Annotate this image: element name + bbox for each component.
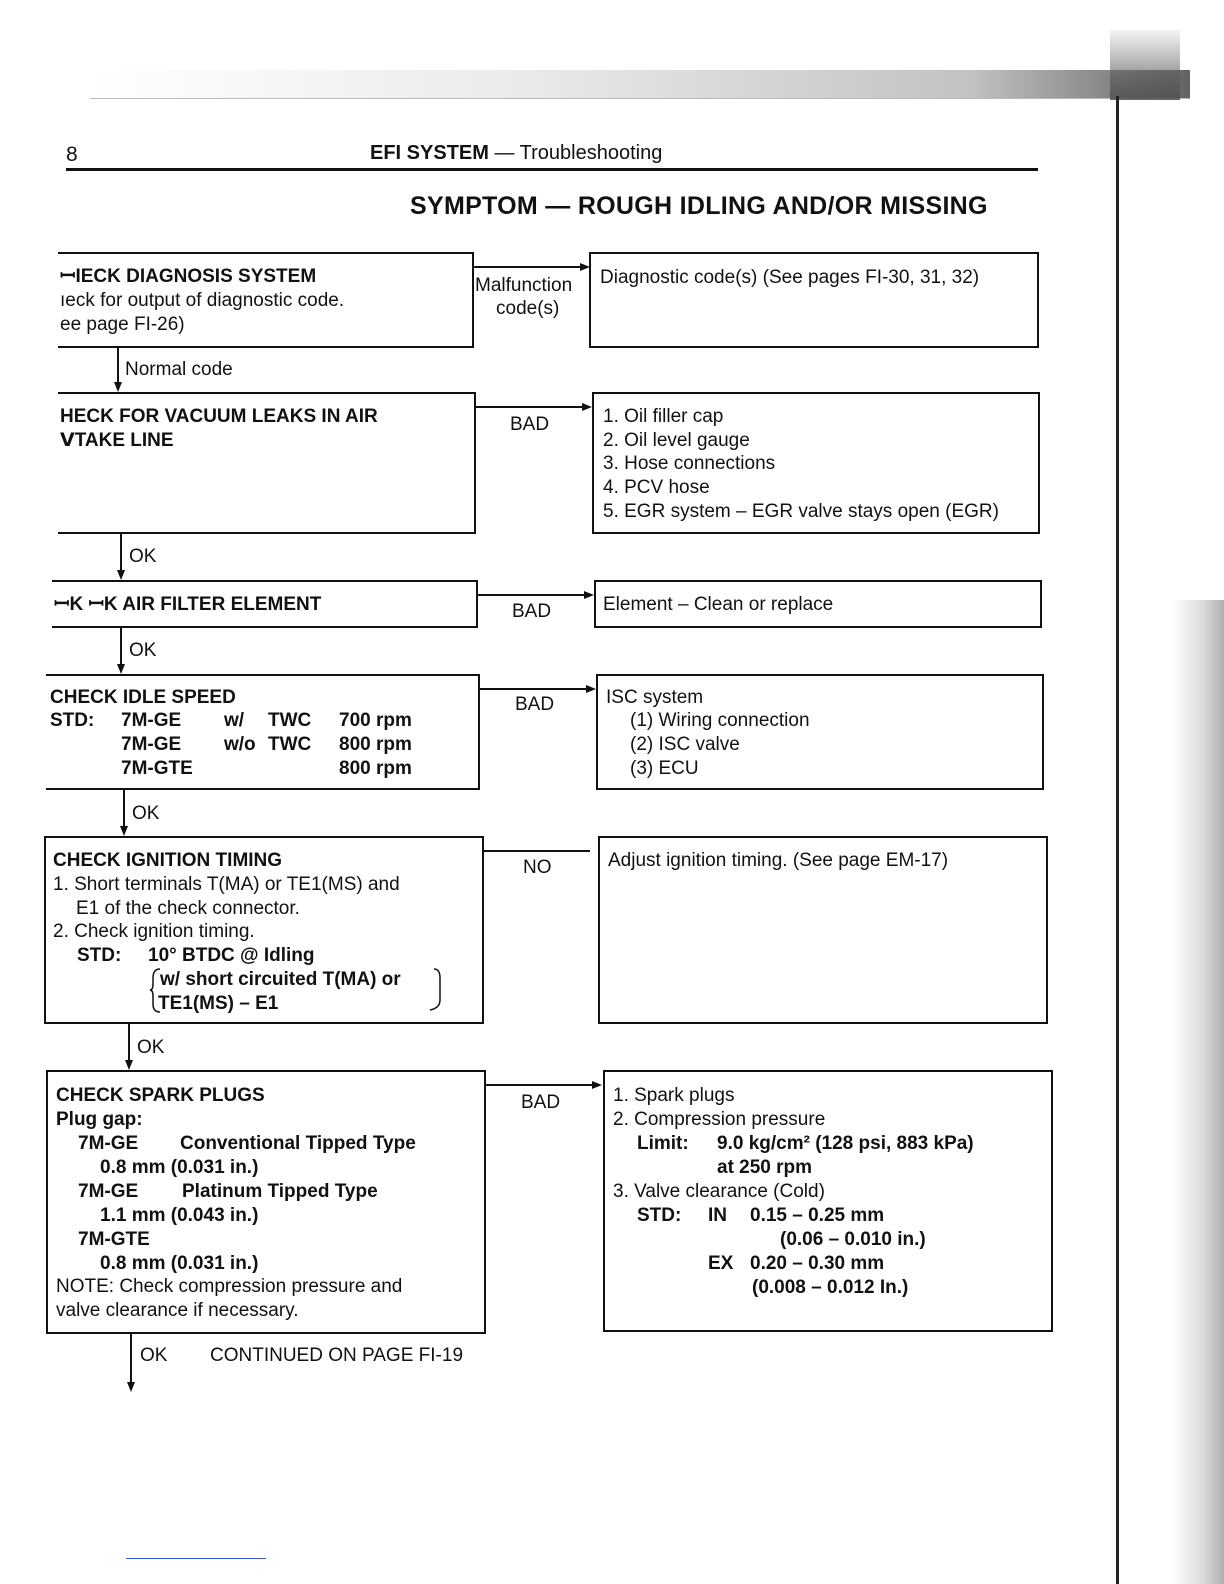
- vacuum-branch-label: BAD: [510, 414, 550, 435]
- spark-e1: 7M-GE: [78, 1133, 139, 1154]
- step-diagnosis-title: ꟷIECK DIAGNOSIS SYSTEM: [60, 266, 317, 287]
- step-air-filter-title: ꟷK ꟷK AIR FILTER ELEMENT: [54, 594, 322, 615]
- flow-arrow-5: [125, 1060, 133, 1070]
- ignition-line-3: 2. Check ignition timing.: [53, 921, 255, 942]
- idle-result-4: (3) ECU: [630, 758, 699, 779]
- ignition-line-2: E1 of the check connector.: [76, 898, 300, 919]
- idle-row-1-twc: TWC: [268, 710, 312, 731]
- air-filter-branch-arrow: [584, 591, 594, 599]
- spark-in-in: (0.06 – 0.010 in.): [780, 1229, 926, 1250]
- spark-e2: 7M-GE: [78, 1181, 139, 1202]
- scan-shadow-corner: [1110, 30, 1180, 100]
- header-subsection: Troubleshooting: [519, 142, 663, 164]
- ignition-condition-2: TE1(MS) – E1: [158, 993, 279, 1014]
- spark-note-1: NOTE: Check compression pressure and: [56, 1276, 403, 1297]
- spark-result-3: 3. Valve clearance (Cold): [613, 1181, 825, 1202]
- idle-row-2-twc: TWC: [268, 734, 312, 755]
- spark-std-label: STD:: [637, 1205, 682, 1226]
- idle-row-1-cond: w/: [224, 710, 245, 731]
- step-ignition-title: CHECK IGNITION TIMING: [53, 850, 283, 871]
- flow-arrow-3: [117, 664, 125, 674]
- idle-row-3-engine: 7M-GTE: [121, 758, 193, 779]
- flow-line-3: [120, 628, 122, 664]
- header-dash: —: [488, 142, 520, 164]
- ignition-branch-line: [484, 850, 590, 852]
- spark-ex-label: EX: [708, 1253, 734, 1274]
- step-diagnosis-line2: ee page FI-26): [60, 314, 185, 335]
- flow-arrow-6: [127, 1382, 135, 1392]
- air-filter-branch-line: [478, 594, 586, 596]
- spark-e2-gap: 1.1 mm (0.043 in.): [100, 1205, 259, 1226]
- step-vacuum-title-2: ᐯTAKE LINE: [60, 430, 174, 451]
- spark-branch-arrow: [592, 1081, 602, 1089]
- spark-gap-label: Plug gap:: [56, 1109, 143, 1130]
- spark-e2-type: Platinum Tipped Type: [182, 1181, 378, 1202]
- idle-row-3-rpm: 800 rpm: [339, 758, 412, 779]
- flow-label-ok-3: OK: [129, 640, 157, 661]
- flow-label-ok-4: OK: [132, 803, 160, 824]
- spark-ex-in: (0.008 – 0.012 In.): [752, 1277, 909, 1298]
- diagnosis-branch-line: [474, 266, 582, 268]
- vacuum-result-2: 2. Oil level gauge: [603, 430, 750, 451]
- idle-branch-arrow: [586, 685, 596, 693]
- idle-row-1-engine: 7M-GE: [121, 710, 182, 731]
- spark-result-1: 1. Spark plugs: [613, 1085, 735, 1106]
- header-section: EFI SYSTEM: [370, 142, 489, 164]
- vacuum-result-4: 4. PCV hose: [603, 477, 710, 498]
- step-spark-title: CHECK SPARK PLUGS: [56, 1085, 265, 1106]
- flow-line-4: [123, 790, 125, 826]
- flow-arrow-4: [120, 826, 128, 836]
- flow-label-normal-code: Normal code: [125, 359, 233, 380]
- vacuum-result-1: 1. Oil filler cap: [603, 406, 724, 427]
- bottom-rule: [126, 1558, 266, 1559]
- spark-branch-line: [486, 1084, 594, 1086]
- ignition-branch-label: NO: [523, 857, 552, 878]
- vacuum-result-5: 5. EGR system – EGR valve stays open (EGR): [603, 501, 999, 522]
- page-title: SYMPTOM — ROUGH IDLING AND/OR MISSING: [410, 192, 988, 220]
- scan-shadow-right: [1172, 600, 1224, 1584]
- continued-note: CONTINUED ON PAGE FI-19: [210, 1345, 464, 1366]
- header-rule: [66, 168, 1038, 171]
- flow-arrow-1: [114, 382, 122, 392]
- spark-limit-value: 9.0 kg/cm² (128 psi, 883 kPa): [717, 1133, 974, 1154]
- spark-ex-mm: 0.20 – 0.30 mm: [750, 1253, 885, 1274]
- idle-branch-line: [480, 688, 588, 690]
- vacuum-branch-arrow: [582, 403, 592, 411]
- flow-arrow-2: [117, 570, 125, 580]
- ignition-line-1: 1. Short terminals T(MA) or TE1(MS) and: [53, 874, 400, 895]
- flow-label-ok-5: OK: [137, 1037, 165, 1058]
- spark-result-2: 2. Compression pressure: [613, 1109, 826, 1130]
- spark-branch-label: BAD: [521, 1092, 561, 1113]
- idle-row-2-engine: 7M-GE: [121, 734, 182, 755]
- idle-result-3: (2) ISC valve: [630, 734, 740, 755]
- idle-result-1: ISC system: [606, 687, 704, 708]
- spark-in-mm: 0.15 – 0.25 mm: [750, 1205, 885, 1226]
- air-filter-result-text: Element – Clean or replace: [603, 594, 834, 615]
- flow-label-ok-6: OK: [140, 1345, 168, 1366]
- idle-branch-label: BAD: [515, 694, 555, 715]
- flow-line-6: [130, 1334, 132, 1384]
- spark-limit-label: Limit:: [637, 1133, 689, 1154]
- spark-e3: 7M-GTE: [78, 1229, 150, 1250]
- spark-limit-rpm: at 250 rpm: [717, 1157, 813, 1178]
- air-filter-branch-label: BAD: [512, 601, 552, 622]
- page-number: 8: [66, 143, 78, 166]
- diagnosis-branch-label-1: Malfunction: [475, 275, 573, 296]
- diagnosis-result-text: Diagnostic code(s) (See pages FI-30, 31, 32): [600, 267, 980, 288]
- diagnosis-branch-label-2: code(s): [496, 298, 560, 319]
- ignition-std-label: STD:: [77, 945, 122, 966]
- step-vacuum-title-1: HECK FOR VACUUM LEAKS IN AIR: [60, 406, 378, 427]
- ignition-result-text: Adjust ignition timing. (See page EM-17): [608, 850, 949, 871]
- page-edge: [1116, 96, 1119, 1584]
- idle-speed-std-label: STD:: [50, 710, 95, 731]
- idle-row-2-cond: w/o: [224, 734, 256, 755]
- ignition-std-value: 10° BTDC @ Idling: [148, 945, 315, 966]
- spark-note-2: valve clearance if necessary.: [56, 1300, 299, 1321]
- scan-shadow-top: [90, 70, 1190, 99]
- idle-row-2-rpm: 800 rpm: [339, 734, 412, 755]
- flow-line-1: [117, 348, 119, 382]
- spark-e1-type: Conventional Tipped Type: [180, 1133, 416, 1154]
- vacuum-branch-line: [476, 406, 584, 408]
- flow-line-2: [120, 534, 122, 570]
- vacuum-result-3: 3. Hose connections: [603, 453, 776, 474]
- flow-line-5: [128, 1024, 130, 1060]
- idle-row-1-rpm: 700 rpm: [339, 710, 412, 731]
- ignition-condition-1: w/ short circuited T(MA) or: [160, 969, 401, 990]
- spark-in-label: IN: [708, 1205, 727, 1226]
- spark-e3-gap: 0.8 mm (0.031 in.): [100, 1253, 259, 1274]
- running-header: [370, 142, 662, 165]
- flow-label-ok-2: OK: [129, 546, 157, 567]
- step-idle-speed-title: CHECK IDLE SPEED: [50, 687, 236, 708]
- ignition-condition-bracket: [150, 966, 450, 1016]
- step-diagnosis-line1: ıeck for output of diagnostic code.: [60, 290, 345, 311]
- idle-result-2: (1) Wiring connection: [630, 710, 810, 731]
- spark-e1-gap: 0.8 mm (0.031 in.): [100, 1157, 259, 1178]
